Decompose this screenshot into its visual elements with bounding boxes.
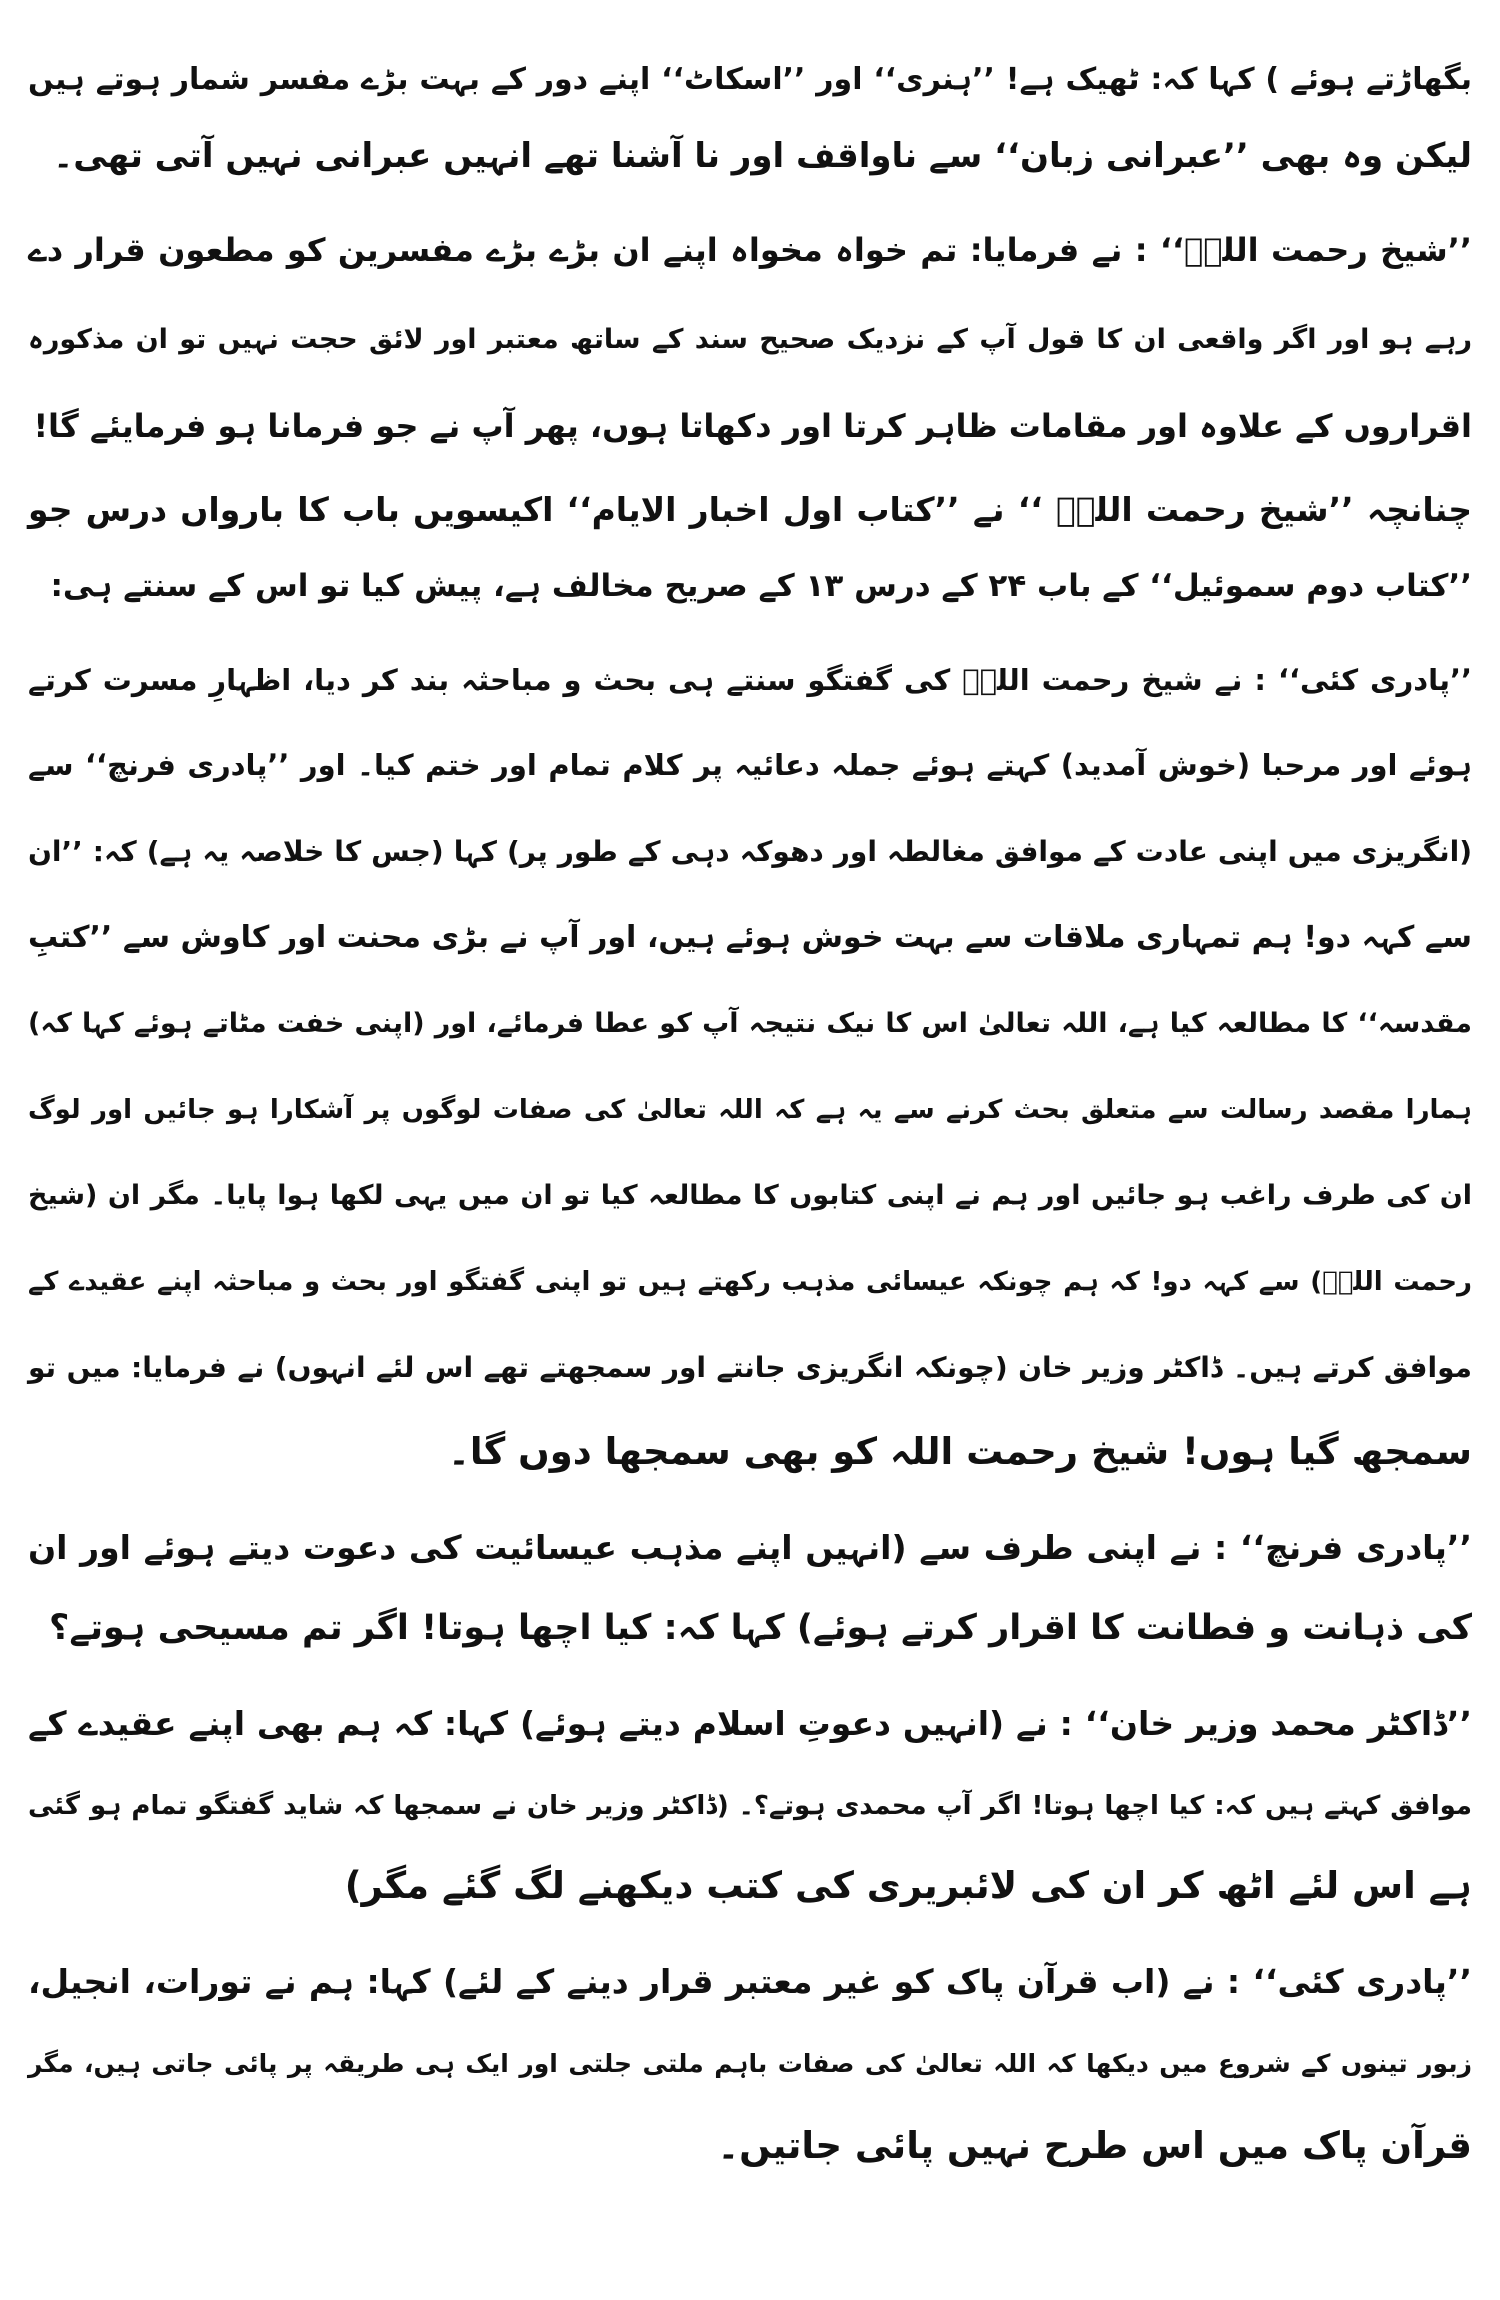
text-line: رحمت اللہؒ) سے کہہ دو! کہ ہم چونکہ عیسائی مذہب رکھتے ہیں تو اپنی گفتگو اور بحث و مباحثہ اپنے عقیدے کے: [28, 1267, 1472, 1297]
text-line: ان کی طرف راغب ہو جائیں اور ہم نے اپنی کتابوں کا مطالعہ کیا تو ان میں یہی لکھا ہوا پایا۔ مگر ان (شیخ: [28, 1180, 1472, 1211]
text-line: بگھاڑتے ہوئے ) کہا کہ: ٹھیک ہے! ’’ہنری‘‘ اور ’’اسکاٹ‘‘ اپنے دور کے بہت بڑے مفسر شمار ہوتے ہیں: [28, 62, 1472, 97]
text-line: رہے ہو اور اگر واقعی ان کا قول آپ کے نزدیک صحیح سند کے ساتھ معتبر اور لائق حجت نہیں تو ان مذکورہ: [28, 324, 1472, 355]
text-line: زبور تینوں کے شروع میں دیکھا کہ اللہ تعالیٰ کی صفات باہم ملتی جلتی اور ایک ہی طریقہ پر پائی جاتی ہیں، مگر: [28, 2049, 1472, 2078]
text-line: ’’پادری کئی‘‘ : نے (اب قرآن پاک کو غیر معتبر قرار دینے کے لئے) کہا: ہم نے تورات، انجیل،: [28, 1962, 1472, 2001]
text-line: ’’پادری فرنچ‘‘ : نے اپنی طرف سے (انہیں اپنے مذہب عیسائیت کی دعوت دیتے ہوئے اور ان: [28, 1528, 1472, 1567]
text-line: موافق کہتے ہیں کہ: کیا اچھا ہوتا! اگر آپ محمدی ہوتے؟۔ (ڈاکٹر وزیر خان نے سمجھا کہ شاید گفتگو تمام ہو گئی: [28, 1791, 1472, 1821]
text-line: ’’ڈاکٹر محمد وزیر خان‘‘ : نے (انہیں دعوتِ اسلام دیتے ہوئے) کہا: کہ ہم بھی اپنے عقیدے کے: [28, 1704, 1472, 1743]
text-line: ہے اس لئے اٹھ کر ان کی لائبریری کی کتب دیکھنے لگ گئے مگر): [344, 1864, 1472, 1907]
text-line: کی ذہانت و فطانت کا اقرار کرتے ہوئے) کہا کہ: کیا اچھا ہوتا! اگر تم مسیحی ہوتے؟: [49, 1608, 1472, 1648]
text-line: ہمارا مقصد رسالت سے متعلق بحث کرنے سے یہ ہے کہ اللہ تعالیٰ کی صفات لوگوں پر آشکارا ہو جائیں اور لوگ: [28, 1095, 1472, 1125]
text-line: (انگریزی میں اپنی عادت کے موافق مغالطہ اور دھوکہ دہی کے طور پر) کہا (جس کا خلاصہ یہ ہے) کہ: ’’ان: [28, 835, 1472, 868]
document-page: [28, 8, 1472, 2292]
text-line: سے کہہ دو! ہم تمہاری ملاقات سے بہت خوش ہوئے ہیں، اور آپ نے بڑی محنت اور کاوش سے ’’کتبِ: [28, 920, 1472, 955]
text-line: قرآن پاک میں اس طرح نہیں پائی جاتیں۔: [717, 2124, 1472, 2167]
text-line: مقدسہ‘‘ کا مطالعہ کیا ہے، اللہ تعالیٰ اس کا نیک نتیجہ آپ کو عطا فرمائے، اور (اپنی خفت مٹاتے ہوئے کہا کہ): [28, 1008, 1472, 1039]
text-line: ’’پادری کئی‘‘ : نے شیخ رحمت اللہؒ کی گفتگو سنتے ہی بحث و مباحثہ بند کر دیا، اظہارِ مسرت کرتے: [28, 663, 1472, 697]
text-line: موافق کرتے ہیں۔ ڈاکٹر وزیر خان (چونکہ انگریزی جانتے اور سمجھتے تھے اس لئے انہوں) نے فرمایا: میں تو: [28, 1351, 1472, 1384]
text-line: ’’شیخ رحمت اللہؒ‘‘ : نے فرمایا: تم خواہ مخواہ اپنے ان بڑے بڑے مفسرین کو مطعون قرار دے: [28, 231, 1472, 269]
text-line: ’’کتاب دوم سموئیل‘‘ کے باب ۲۴ کے درس ۱۳ کے صریح مخالف ہے، پیش کیا تو اس کے سنتے ہی:: [50, 568, 1472, 604]
text-line: چنانچہ ’’شیخ رحمت اللہؒ ‘‘ نے ’’کتاب اول اخبار الایام‘‘ اکیسویں باب کا بارواں درس جو: [28, 490, 1472, 529]
text-line: ہوئے اور مرحبا (خوش آمدید) کہتے ہوئے جملہ دعائیہ پر کلام تمام اور ختم کیا۔ اور ’’پادری فرنچ‘‘ سے: [28, 748, 1472, 782]
text-line: لیکن وہ بھی ’’عبرانی زبان‘‘ سے ناواقف اور نا آشنا تھے انہیں عبرانی نہیں آتی تھی۔: [53, 136, 1472, 176]
text-line: سمجھ گیا ہوں! شیخ رحمت اللہ کو بھی سمجھا دوں گا۔: [448, 1430, 1472, 1473]
text-line: اقراروں کے علاوہ اور مقامات ظاہر کرتا اور دکھاتا ہوں، پھر آپ نے جو فرمانا ہو فرمایئے گا!: [33, 407, 1472, 445]
